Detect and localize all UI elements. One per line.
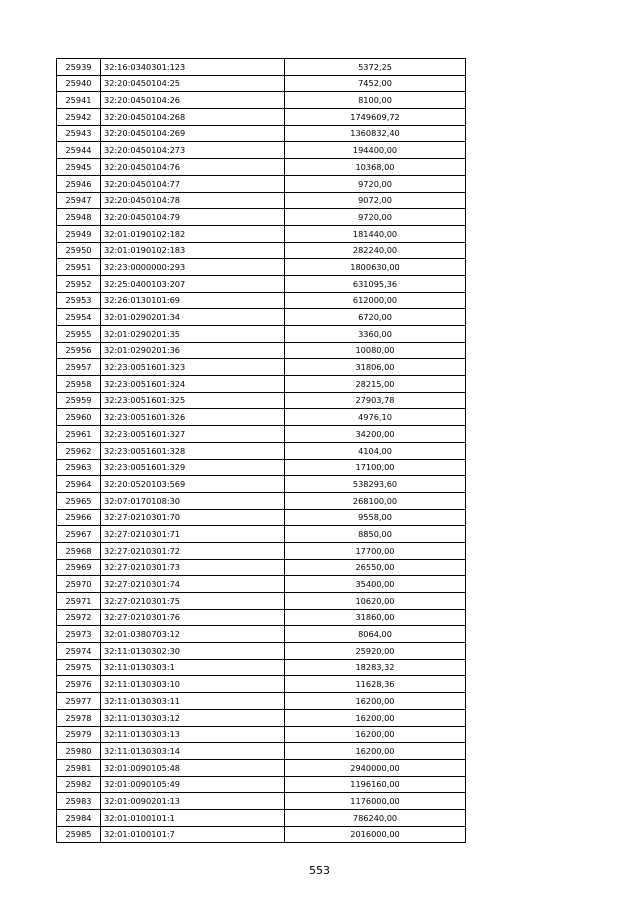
cadastral-value-cell: 1749609,72 — [285, 109, 466, 126]
cadastral-number-cell: 32:20:0450104:79 — [101, 209, 285, 226]
row-number-cell: 25972 — [57, 609, 101, 626]
cadastral-value-cell: 181440,00 — [285, 225, 466, 242]
cadastral-number-cell: 32:20:0450104:273 — [101, 142, 285, 159]
cadastral-number-cell: 32:11:0130303:14 — [101, 743, 285, 760]
table-row — [57, 275, 466, 292]
cadastral-value-cell: 1360832,40 — [285, 125, 466, 142]
cadastral-number-cell: 32:27:0210301:76 — [101, 609, 285, 626]
cadastral-value-cell: 10368,00 — [285, 159, 466, 176]
cadastral-value-cell: 282240,00 — [285, 242, 466, 259]
cadastral-value-cell: 8064,00 — [285, 626, 466, 643]
cadastral-number-cell: 32:11:0130303:11 — [101, 693, 285, 710]
table-row — [57, 326, 466, 343]
cadastral-number-cell: 32:11:0130302:30 — [101, 643, 285, 660]
cadastral-number-cell: 32:11:0130303:13 — [101, 726, 285, 743]
row-number-cell: 25968 — [57, 542, 101, 559]
cadastral-number-cell: 32:20:0450104:76 — [101, 159, 285, 176]
row-number-cell: 25975 — [57, 659, 101, 676]
cadastral-value-cell: 1176000,00 — [285, 793, 466, 810]
row-number-cell: 25977 — [57, 693, 101, 710]
table-row — [57, 142, 466, 159]
row-number-cell: 25980 — [57, 743, 101, 760]
row-number-cell: 25969 — [57, 559, 101, 576]
cadastral-value-cell: 8850,00 — [285, 526, 466, 543]
table-row — [57, 426, 466, 443]
row-number-cell: 25974 — [57, 643, 101, 660]
row-number-cell: 25976 — [57, 676, 101, 693]
cadastral-number-cell: 32:20:0450104:25 — [101, 75, 285, 92]
cadastral-number-cell: 32:01:0380703:12 — [101, 626, 285, 643]
cadastral-number-cell: 32:01:0190102:182 — [101, 225, 285, 242]
row-number-cell: 25943 — [57, 125, 101, 142]
row-number-cell: 25958 — [57, 376, 101, 393]
table-row — [57, 225, 466, 242]
row-number-cell: 25984 — [57, 809, 101, 826]
cadastral-number-cell: 32:11:0130303:10 — [101, 676, 285, 693]
cadastral-value-cell: 7452,00 — [285, 75, 466, 92]
cadastral-number-cell: 32:27:0210301:70 — [101, 509, 285, 526]
cadastral-number-cell: 32:27:0210301:74 — [101, 576, 285, 593]
cadastral-value-cell: 17100,00 — [285, 459, 466, 476]
cadastral-number-cell: 32:20:0450104:26 — [101, 92, 285, 109]
cadastral-value-cell: 4976,10 — [285, 409, 466, 426]
table-row — [57, 609, 466, 626]
cadastral-value-cell: 28215,00 — [285, 376, 466, 393]
cadastral-number-cell: 32:20:0520103:569 — [101, 476, 285, 493]
table-row — [57, 643, 466, 660]
row-number-cell: 25949 — [57, 225, 101, 242]
cadastral-number-cell: 32:16:0340301:123 — [101, 59, 285, 76]
cadastral-value-cell: 631095,36 — [285, 275, 466, 292]
row-number-cell: 25971 — [57, 593, 101, 610]
table-row — [57, 159, 466, 176]
cadastral-number-cell: 32:01:0090105:48 — [101, 759, 285, 776]
row-number-cell: 25981 — [57, 759, 101, 776]
row-number-cell: 25940 — [57, 75, 101, 92]
row-number-cell: 25946 — [57, 175, 101, 192]
table-row — [57, 192, 466, 209]
cadastral-value-cell: 2016000,00 — [285, 826, 466, 843]
cadastral-value-cell: 10620,00 — [285, 593, 466, 610]
row-number-cell: 25954 — [57, 309, 101, 326]
cadastral-number-cell: 32:23:0051601:328 — [101, 442, 285, 459]
row-number-cell: 25945 — [57, 159, 101, 176]
cadastral-value-cell: 1196160,00 — [285, 776, 466, 793]
cadastral-value-cell: 10080,00 — [285, 342, 466, 359]
table-row — [57, 109, 466, 126]
table-row — [57, 509, 466, 526]
cadastral-number-cell: 32:23:0051601:326 — [101, 409, 285, 426]
table-row — [57, 726, 466, 743]
cadastral-number-cell: 32:25:0400103:207 — [101, 275, 285, 292]
row-number-cell: 25944 — [57, 142, 101, 159]
table-row — [57, 542, 466, 559]
cadastral-value-cell: 16200,00 — [285, 726, 466, 743]
row-number-cell: 25947 — [57, 192, 101, 209]
row-number-cell: 25951 — [57, 259, 101, 276]
cadastral-number-cell: 32:20:0450104:78 — [101, 192, 285, 209]
row-number-cell: 25967 — [57, 526, 101, 543]
row-number-cell: 25950 — [57, 242, 101, 259]
cadastral-number-cell: 32:01:0090201:13 — [101, 793, 285, 810]
row-number-cell: 25960 — [57, 409, 101, 426]
row-number-cell: 25962 — [57, 442, 101, 459]
cadastral-value-cell: 9720,00 — [285, 209, 466, 226]
table-row — [57, 576, 466, 593]
row-number-cell: 25955 — [57, 326, 101, 343]
row-number-cell: 25966 — [57, 509, 101, 526]
cadastral-value-cell: 17700,00 — [285, 542, 466, 559]
table-row — [57, 459, 466, 476]
table-row — [57, 376, 466, 393]
cadastral-number-cell: 32:20:0450104:268 — [101, 109, 285, 126]
cadastral-value-cell: 31860,00 — [285, 609, 466, 626]
table-row — [57, 759, 466, 776]
cadastral-value-cell: 11628,36 — [285, 676, 466, 693]
cadastral-value-cell: 16200,00 — [285, 743, 466, 760]
cadastral-value-cell: 25920,00 — [285, 643, 466, 660]
cadastral-value-cell: 9558,00 — [285, 509, 466, 526]
cadastral-number-cell: 32:23:0051601:323 — [101, 359, 285, 376]
table-row — [57, 309, 466, 326]
table-row — [57, 442, 466, 459]
cadastral-number-cell: 32:23:0000000:293 — [101, 259, 285, 276]
cadastral-number-cell: 32:27:0210301:72 — [101, 542, 285, 559]
cadastral-number-cell: 32:27:0210301:71 — [101, 526, 285, 543]
cadastral-value-cell: 31806,00 — [285, 359, 466, 376]
cadastral-number-cell: 32:01:0100101:7 — [101, 826, 285, 843]
table-row — [57, 209, 466, 226]
row-number-cell: 25979 — [57, 726, 101, 743]
table-row — [57, 593, 466, 610]
table-row — [57, 259, 466, 276]
cadastral-number-cell: 32:01:0290201:34 — [101, 309, 285, 326]
table-row — [57, 59, 466, 76]
table-body — [57, 59, 466, 843]
row-number-cell: 25942 — [57, 109, 101, 126]
cadastral-number-cell: 32:26:0130101:69 — [101, 292, 285, 309]
cadastral-value-cell: 6720,00 — [285, 309, 466, 326]
row-number-cell: 25983 — [57, 793, 101, 810]
cadastral-value-cell: 2940000,00 — [285, 759, 466, 776]
cadastral-number-cell: 32:23:0051601:325 — [101, 392, 285, 409]
row-number-cell: 25956 — [57, 342, 101, 359]
table-row — [57, 559, 466, 576]
cadastral-number-cell: 32:23:0051601:327 — [101, 426, 285, 443]
cadastral-value-cell: 18283,32 — [285, 659, 466, 676]
cadastral-value-cell: 26550,00 — [285, 559, 466, 576]
table-row — [57, 125, 466, 142]
row-number-cell: 25957 — [57, 359, 101, 376]
cadastral-value-cell: 16200,00 — [285, 693, 466, 710]
cadastral-number-cell: 32:01:0290201:35 — [101, 326, 285, 343]
table-row — [57, 409, 466, 426]
cadastral-value-cell: 612000,00 — [285, 292, 466, 309]
cadastral-value-cell: 16200,00 — [285, 709, 466, 726]
cadastral-number-cell: 32:01:0290201:36 — [101, 342, 285, 359]
row-number-cell: 25952 — [57, 275, 101, 292]
cadastral-number-cell: 32:20:0450104:269 — [101, 125, 285, 142]
cadastral-number-cell: 32:23:0051601:324 — [101, 376, 285, 393]
row-number-cell: 25970 — [57, 576, 101, 593]
table-row — [57, 292, 466, 309]
cadastral-number-cell: 32:27:0210301:75 — [101, 593, 285, 610]
table-row — [57, 709, 466, 726]
table-row — [57, 492, 466, 509]
row-number-cell: 25963 — [57, 459, 101, 476]
row-number-cell: 25964 — [57, 476, 101, 493]
row-number-cell: 25948 — [57, 209, 101, 226]
table-row — [57, 693, 466, 710]
cadastral-number-cell: 32:23:0051601:329 — [101, 459, 285, 476]
cadastral-number-cell: 32:01:0190102:183 — [101, 242, 285, 259]
table-row — [57, 476, 466, 493]
cadastral-value-cell: 4104,00 — [285, 442, 466, 459]
cadastral-value-table — [56, 58, 466, 843]
row-number-cell: 25982 — [57, 776, 101, 793]
cadastral-value-cell: 9072,00 — [285, 192, 466, 209]
table-row — [57, 743, 466, 760]
cadastral-value-cell: 3360,00 — [285, 326, 466, 343]
row-number-cell: 25978 — [57, 709, 101, 726]
row-number-cell: 25939 — [57, 59, 101, 76]
cadastral-number-cell: 32:01:0100101:1 — [101, 809, 285, 826]
page-number: 553 — [309, 864, 330, 877]
cadastral-value-cell: 268100,00 — [285, 492, 466, 509]
table-row — [57, 392, 466, 409]
table-row — [57, 92, 466, 109]
table-row — [57, 526, 466, 543]
row-number-cell: 25941 — [57, 92, 101, 109]
cadastral-value-cell: 5372,25 — [285, 59, 466, 76]
cadastral-value-cell: 786240,00 — [285, 809, 466, 826]
table-row — [57, 342, 466, 359]
table-row — [57, 626, 466, 643]
cadastral-number-cell: 32:07:0170108:30 — [101, 492, 285, 509]
cadastral-value-cell: 1800630,00 — [285, 259, 466, 276]
table-row — [57, 75, 466, 92]
row-number-cell: 25961 — [57, 426, 101, 443]
table-row — [57, 826, 466, 843]
table-row — [57, 359, 466, 376]
cadastral-value-cell: 9720,00 — [285, 175, 466, 192]
cadastral-value-cell: 34200,00 — [285, 426, 466, 443]
cadastral-number-cell: 32:11:0130303:12 — [101, 709, 285, 726]
cadastral-number-cell: 32:11:0130303:1 — [101, 659, 285, 676]
row-number-cell: 25965 — [57, 492, 101, 509]
row-number-cell: 25985 — [57, 826, 101, 843]
table-row — [57, 809, 466, 826]
cadastral-number-cell: 32:20:0450104:77 — [101, 175, 285, 192]
cadastral-value-cell: 194400,00 — [285, 142, 466, 159]
table-row — [57, 659, 466, 676]
cadastral-value-cell: 27903,78 — [285, 392, 466, 409]
table-row — [57, 776, 466, 793]
cadastral-number-cell: 32:01:0090105:49 — [101, 776, 285, 793]
row-number-cell: 25953 — [57, 292, 101, 309]
cadastral-value-cell: 35400,00 — [285, 576, 466, 593]
cadastral-number-cell: 32:27:0210301:73 — [101, 559, 285, 576]
row-number-cell: 25959 — [57, 392, 101, 409]
cadastral-value-cell: 538293,60 — [285, 476, 466, 493]
table-row — [57, 793, 466, 810]
row-number-cell: 25973 — [57, 626, 101, 643]
table-row — [57, 676, 466, 693]
table-row — [57, 175, 466, 192]
table-row — [57, 242, 466, 259]
cadastral-value-cell: 8100,00 — [285, 92, 466, 109]
